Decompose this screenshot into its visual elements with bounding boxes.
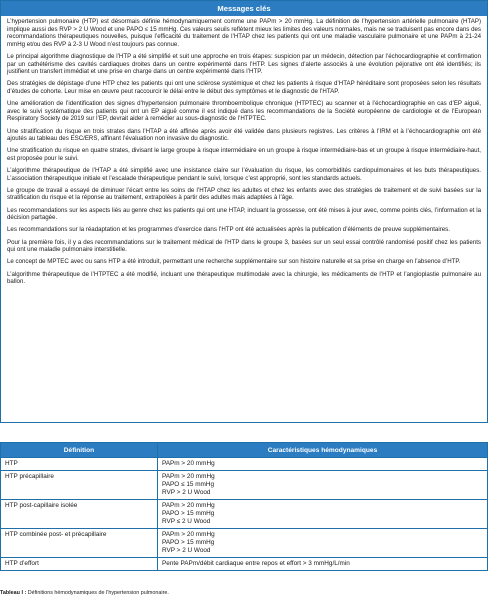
characteristic-line: RVP ≤ 2 U Wood bbox=[162, 518, 211, 525]
table-row bbox=[1, 458, 488, 471]
key-message-paragraph: Pour la première fois, il y a des recommandations sur le traitement médical de l’HTP dans le groupe 3, basées sur un seul essai contrôlé randomisé positif chez les patients qui ont une maladie pulmonaire interstitielle. bbox=[7, 238, 481, 254]
characteristic-line: PAPO > 15 mmHg bbox=[162, 510, 215, 517]
hemodynamic-definitions-table bbox=[0, 442, 488, 571]
table-row bbox=[1, 558, 488, 571]
key-messages-title: Messages clés bbox=[1, 1, 487, 16]
table-row bbox=[1, 500, 488, 529]
definition-cell: HTP précapillaire bbox=[1, 471, 158, 500]
key-message-paragraph: L’hypertension pulmonaire (HTP) est désormais définie hémodynamiquement comme une PAPm > 20 mmHg. La définition de l’hypertension artérielle pulmonaire (HTAP) implique aussi des RVP > 2 U Wood et une PAPO ≤ 15 mmHg. Ces valeurs seuils reflètent mieux les limites des valeurs normales, mais ne se traduisent pas encore dans des recommandations thérapeutiques nouvelles, puisque l’efficacité du traitement de l’HTAP chez les patients qui ont une maladie vasculaire pulmonaire et une PAPm à 21-24 mmHg et/ou des RVP à 2-3 U Wood n’est toujours pas connue. bbox=[7, 18, 481, 48]
characteristics-cell bbox=[158, 529, 488, 558]
characteristic-line: PAPm > 20 mmHg bbox=[162, 473, 215, 480]
definition-cell: HTP d’effort bbox=[1, 558, 158, 571]
key-message-paragraph: Les recommandations sur la réadaptation et les programmes d’exercice dans l’HTP ont été actualisées après la publication d’éléments de preuve supplémentaires. bbox=[7, 226, 450, 234]
characteristic-line: PAPO ≤ 15 mmHg bbox=[162, 481, 215, 488]
characteristics-cell bbox=[158, 471, 488, 500]
key-message-paragraph: Une stratification du risque en trois strates dans l’HTAP a été affinée après avoir été validée dans plusieurs registres. Les critères à l’IRM et à l’échocardiographie ont été ajoutés au tableau des ESC/ERS, affinant l’évaluation non invasive du diagnostic. bbox=[7, 127, 481, 143]
key-message-paragraph: Le groupe de travail a essayé de diminuer l’écart entre les soins de l’HTAP chez les adultes et chez les enfants avec des stratégies de traitement et de suivi basées sur la stratification du risque et la réponse au traitement, extrapolées à partir des adultes mais adaptées à l’âge. bbox=[7, 186, 481, 202]
caption-label: Tableau I : bbox=[0, 590, 27, 596]
definition-cell: HTP bbox=[1, 458, 158, 471]
characteristics-cell bbox=[158, 458, 488, 471]
table-caption bbox=[0, 590, 169, 596]
definition-cell: HTP combinée post- et précapillaire bbox=[1, 529, 158, 558]
characteristic-line: PAPm > 20 mmHg bbox=[162, 460, 215, 467]
key-message-paragraph: Les recommandations sur les aspects liés au genre chez les patients qui ont une HTAP, incluant la grossesse, ont été mises à jour avec, comme points clés, l’information et la décision partagée. bbox=[7, 206, 481, 222]
key-message-paragraph: Une stratification du risque en quatre strates, divisant le large groupe à risque intermédiaire en un groupe à risque intermédiaire-bas et un groupe à risque intermédiaire-haut, est proposée pour le suivi. bbox=[7, 147, 481, 162]
characteristic-line: RVP > 2 U Wood bbox=[162, 489, 211, 496]
characteristics-cell bbox=[158, 500, 488, 529]
key-message-paragraph: L’algorithme thérapeutique de l’HTPTEC a été modifié, incluant une thérapeutique multimodale avec la chirurgie, les médicaments de l’HTP et l’angioplastie pulmonaire au ballon. bbox=[7, 270, 481, 286]
characteristic-line: PAPO > 15 mmHg bbox=[162, 539, 215, 546]
table-row bbox=[1, 529, 488, 558]
key-message-paragraph: L’algorithme thérapeutique de l’HTAP a été simplifié avec une insistance claire sur l’évaluation du risque, les comorbidités cardiopulmonaires et les buts thérapeutiques. L’association thérapeutique initiale et l’escalade thérapeutique pendant le suivi, lorsque c’est approprié, sont les standards actuels. bbox=[7, 167, 481, 182]
table-row bbox=[1, 471, 488, 500]
characteristic-line: Pente PAPm/débit cardiaque entre repos et effort > 3 mmHg/L/min bbox=[162, 560, 350, 567]
characteristics-cell bbox=[158, 558, 488, 571]
definition-cell: HTP post-capillaire isolée bbox=[1, 500, 158, 529]
characteristic-line: PAPm > 20 mmHg bbox=[162, 531, 215, 538]
key-message-paragraph: Des stratégies de dépistage d’une HTP chez les patients qui ont une sclérose systémique et chez les patients à risque d’HTAP héréditaire sont proposées selon les résultats d’études de cohorte. Leur mise en œuvre peut raccourcir le délai entre le début des symptômes et le diagnostic de l’HTAP. bbox=[7, 80, 481, 95]
characteristic-line: PAPm > 20 mmHg bbox=[162, 502, 215, 509]
column-header-definition: Définition bbox=[1, 443, 158, 458]
key-message-paragraph: Le concept de MPTEC avec ou sans HTP a été introduit, permettant une recherche supplémentaire sur son histoire naturelle et sa prise en charge en l’absence d’HTP. bbox=[7, 258, 461, 266]
key-message-paragraph: Une amélioration de l’identification des signes d’hypertension pulmonaire thromboembolique chronique (HTPTEC) au scanner et à l’échocardiographie en cas d’EP aiguë, avec le suivi systématique des patients qui ont un EP aiguë comme il est indiqué dans les recommandations de la Société européenne de cardiologie et de l’European Respiratory Society de 2019 sur l’EP, devrait aider à remédier au sous-diagnostic de l’HTPTEC. bbox=[7, 100, 481, 123]
caption-text: Définitions hémodynamiques de l’hypertension pulmonaire. bbox=[26, 590, 169, 596]
characteristic-line: RVP > 2 U Wood bbox=[162, 547, 211, 554]
table-header-row bbox=[1, 443, 488, 458]
key-message-paragraph: Le principal algorithme diagnostique de l’HTP a été simplifié et suit une approche en trois étapes: suspicion par un médecin, détection par l’échocardiographie et confirmation par un cathétérisme des cavités cardiaques droites dans un centre expérimenté dans l’HTP. Les signes d’alerte associés à une évolution péjorative ont été identifiés; ils justifient un transfert immédiat et une prise en charge dans un centre expérimenté dans l’HTP. bbox=[7, 52, 481, 76]
key-messages-body bbox=[1, 16, 487, 286]
column-header-characteristics: Caractéristiques hémodynamiques bbox=[158, 443, 488, 458]
